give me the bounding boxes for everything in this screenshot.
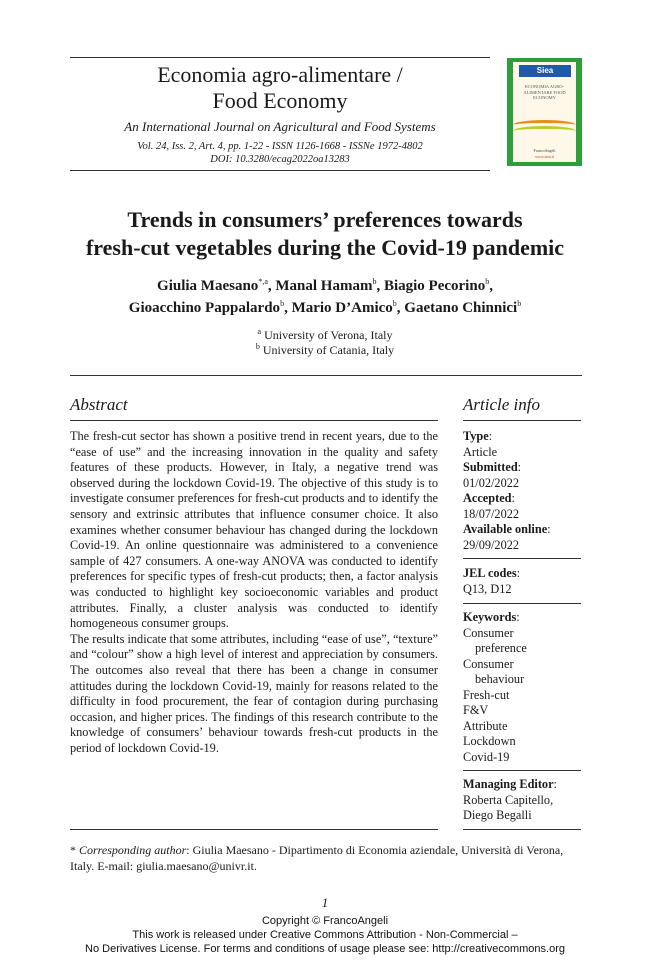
author-affiliation-mark: *,a — [258, 277, 268, 286]
footnote-text: : Giulia Maesano - Dipartimento di Economia aziendale, Università di Verona, Italy. E-mail: giulia.maesano@univr.it. — [70, 843, 564, 873]
license-line-1: This work is released under Creative Commons Attribution - Non-Commercial – — [132, 929, 518, 941]
footnote-rule-right — [463, 829, 581, 830]
editor-name-2: Diego Begalli — [463, 808, 532, 822]
keyword-line: Consumer — [463, 656, 514, 671]
author-affiliation-mark: b — [372, 277, 377, 286]
author-separator: , — [396, 300, 405, 316]
affiliation-mark: b — [255, 342, 260, 351]
author-name: Gaetano Chinnici — [404, 300, 518, 316]
journal-title — [70, 62, 490, 114]
accepted-label: Accepted — [463, 491, 512, 505]
affiliation-text: University of Verona, Italy — [261, 328, 393, 342]
affiliation-b — [40, 343, 610, 358]
affiliations — [40, 328, 610, 358]
type-value: Article — [463, 444, 498, 459]
header-top-rule — [70, 57, 490, 58]
author-name: Biagio Pecorino — [383, 278, 486, 294]
header-bottom-rule — [70, 170, 490, 171]
footnote-label: Corresponding author — [79, 843, 187, 857]
footnote-marker: * — [70, 843, 76, 857]
author-line-1 — [40, 275, 610, 297]
author-separator: , — [267, 278, 276, 294]
managing-editor — [463, 777, 581, 824]
journal-title-line2: Food Economy — [212, 88, 348, 113]
editor-row: Managing Editor: — [463, 777, 557, 791]
keyword-item: Covid-19 — [463, 749, 510, 764]
keyword-item: Lockdown — [463, 734, 516, 748]
article-title-line2: fresh-cut vegetables during the Covid-19 pandemic — [85, 235, 565, 260]
keyword-item: F&V — [463, 703, 489, 717]
page-number: 1 — [321, 895, 329, 910]
online-label: Available online — [463, 522, 548, 536]
keyword-continuation: preference — [475, 641, 527, 655]
section-rule — [70, 375, 582, 376]
editor-label: Managing Editor — [463, 777, 554, 791]
journal-cover-image — [507, 58, 582, 166]
article-title — [40, 206, 610, 262]
online-value: 29/09/2022 — [463, 537, 520, 552]
journal-subtitle: An International Journal on Agricultural and Food Systems — [124, 119, 436, 134]
article-info-heading: Article info — [463, 395, 540, 414]
doi-line: DOI: 10.3280/ecag2022oa13283 — [210, 154, 350, 165]
author-name: Gioacchino Pappalardo — [128, 300, 281, 316]
keyword-line: Consumer — [463, 625, 514, 640]
keyword-item: Attribute — [463, 718, 508, 733]
author-affiliation-mark: b — [392, 299, 397, 308]
type-label: Type — [463, 429, 489, 443]
author-name: Manal Hamam — [275, 278, 373, 294]
keyword-item — [463, 626, 581, 657]
keyword-item: Fresh-cut — [463, 687, 510, 702]
info-rule-3 — [463, 770, 581, 771]
author-separator: , — [376, 278, 384, 294]
jel-row: JEL codes: — [463, 566, 521, 580]
type-row: Type: — [463, 429, 493, 443]
article-title-line1: Trends in consumers’ preferences towards — [127, 207, 523, 232]
cover-wave-green — [513, 126, 576, 136]
accepted-value: 18/07/2022 — [463, 506, 520, 521]
affiliation-mark: a — [257, 327, 262, 336]
volume-line: Vol. 24, Iss. 2, Art. 4, pp. 1-22 - ISSN 1126-1668 - ISSNe 1972-4802 — [137, 141, 423, 152]
author-affiliation-mark: b — [280, 299, 285, 308]
abstract-paragraph-1: The fresh-cut sector has shown a positive trend in recent years, due to the “ease of use” and the increasing innovation in the quality and safety features of these products. However, in Italy, a negative trend was observed during the lockdown Covid-19. The objective of this study is to investigate consumer preferences for fresh-cut products and to identify the sensory and extrinsic attributes that influence consumer choice. It also examines whether consumer behaviour has changed during the lockdown Covid-19. An online questionnaire was administered to a convenience sample of 427 consumers. A one-way ANOVA was conducted to identify preferences for specific types of fresh-cut products; then, a factor analysis was conducted to highlight key socioeconomic variables and product attributes. Finally, a cluster analysis was conducted to identify homogeneous consumer groups. — [70, 429, 438, 631]
info-rule-1 — [463, 558, 581, 559]
info-rule-2 — [463, 603, 581, 604]
cover-publisher-note: www.siea.it — [535, 154, 554, 159]
abstract-heading: Abstract — [70, 395, 128, 414]
author-separator: , — [284, 300, 292, 316]
author-name: Giulia Maesano — [157, 278, 259, 294]
affiliation-text: University of Catania, Italy — [259, 343, 395, 357]
keywords-row: Keywords: — [463, 610, 520, 624]
submitted-label: Submitted — [463, 460, 518, 474]
keywords-label: Keywords — [463, 610, 517, 624]
journal-title-line1: Economia agro-alimentare / — [157, 62, 403, 87]
author-list — [40, 275, 610, 319]
abstract-paragraph-2: The results indicate that some attributes, including “ease of use”, “texture” and “colour” show a high level of interest and appreciation by consumers. The outcomes also reveal that there has been a change in consumer attitudes during the lockdown Covid-19, mainly for reasons related to the difficulty in food procurement, the fear of contagion during purchasing occasion, and higher prices. The findings of this research contribute to the knowledge of consumers’ behaviour towards fresh-cut products in the period of lockdown Covid-19. — [70, 631, 438, 755]
footnote-rule-left — [70, 829, 438, 830]
jel-codes — [463, 566, 581, 597]
accepted-row: Accepted: — [463, 491, 515, 505]
cover-publisher: FrancoAngeli — [533, 148, 556, 153]
author-line-2 — [40, 297, 610, 319]
corresponding-author-footnote — [70, 843, 582, 874]
abstract-heading-rule — [70, 420, 438, 421]
online-row: Available online: — [463, 522, 551, 536]
cover-title: ECONOMIA AGRO-ALIMENTARE FOOD ECONOMY — [523, 84, 566, 100]
article-dates — [463, 429, 581, 553]
submitted-value: 01/02/2022 — [463, 475, 520, 490]
jel-value: Q13, D12 — [463, 581, 512, 596]
license-line-2: No Derivatives License. For terms and conditions of usage please see: http://creativecommons.org — [85, 943, 565, 955]
keyword-item — [463, 657, 581, 688]
submitted-row: Submitted: — [463, 460, 522, 474]
siea-logo: Siea — [519, 65, 571, 77]
author-affiliation-mark: b — [485, 277, 490, 286]
author-affiliation-mark: b — [517, 299, 522, 308]
keywords-block — [463, 610, 581, 765]
journal-volume-info — [70, 140, 490, 166]
jel-label: JEL codes — [463, 566, 517, 580]
copyright-line: Copyright © FrancoAngeli — [261, 915, 389, 927]
author-name: Mario D’Amico — [291, 300, 393, 316]
info-heading-rule — [463, 420, 581, 421]
cover-inner — [513, 62, 576, 162]
editor-name-1: Roberta Capitello, — [463, 792, 554, 807]
author-separator: , — [489, 278, 493, 294]
affiliation-a — [40, 328, 610, 343]
keyword-continuation: behaviour — [475, 672, 525, 686]
abstract-body — [70, 429, 438, 756]
